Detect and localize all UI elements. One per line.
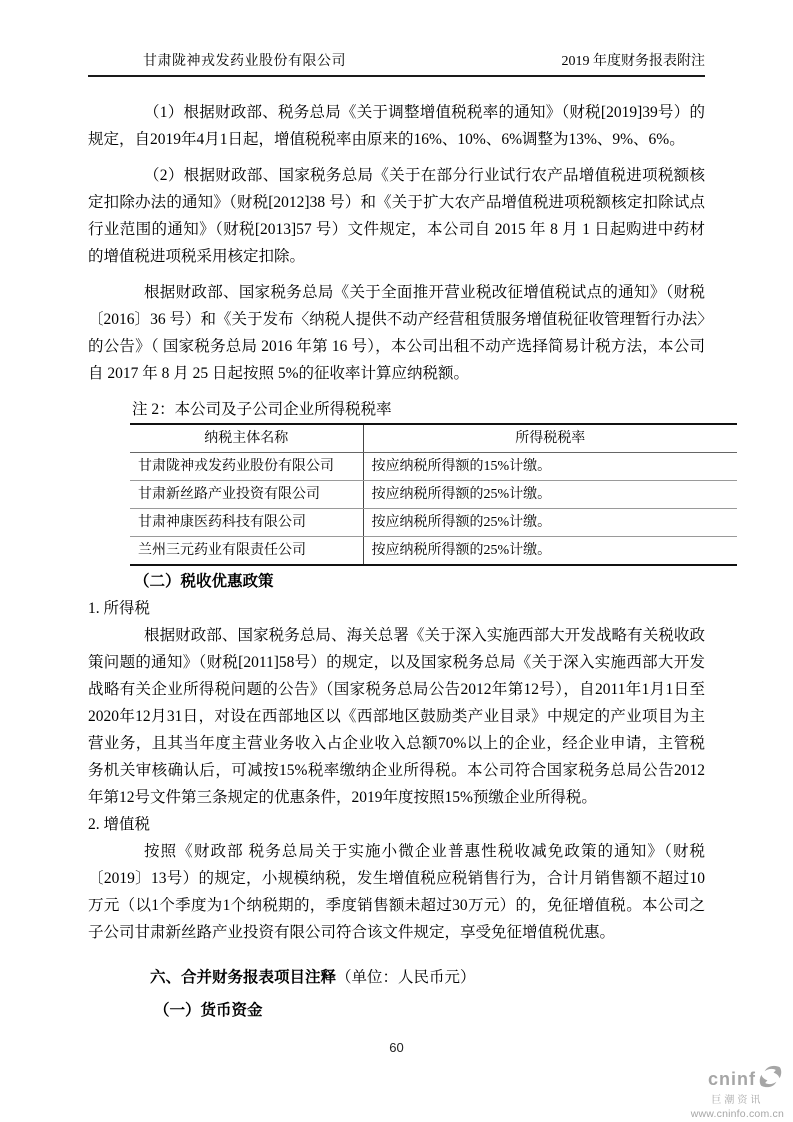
income-tax-item-label: 1. 所得税 [88, 600, 151, 617]
agri-product-deduction-paragraph: （2）根据财政部、国家税务总局《关于在部分行业试行农产品增值税进项税额核定扣除办法的通知》（财税[2012]38 号）和《关于扩大农产品增值税进项税额核定扣除试点行业范围的通知》（财税[2013]57 号）文件规定，本公司自 2015 年 8 月 1 日起购进中药材的增值税进项税采用核定扣除。 [88, 167, 705, 265]
income-tax-rate-table [130, 423, 737, 566]
document-header [88, 0, 705, 77]
page-number: 60 [389, 1040, 404, 1055]
cninfo-url: www.cninfo.com.cn [690, 1107, 784, 1120]
document-body [88, 99, 705, 1024]
header-report-title: 2019 年度财务报表附注 [561, 54, 705, 69]
cninfo-swirl-icon [757, 1064, 784, 1094]
table-row [130, 509, 737, 537]
table-row [130, 481, 737, 509]
cninfo-chinese-name: 巨潮资讯 [711, 1095, 764, 1107]
rate-cell: 按应纳税所得额的25%计缴。 [363, 481, 737, 509]
note2-label: 注 2：本公司及子公司企业所得税税率 [132, 401, 392, 418]
table-row [130, 453, 737, 481]
cninfo-brand-text: cninf [708, 1068, 756, 1089]
header-company-name: 甘肃陇神戎发药业股份有限公司 [143, 54, 346, 69]
cninfo-brand-row [691, 1064, 784, 1094]
vat-policy-paragraph: 按照《财政部 税务总局关于实施小微企业普惠性税收减免政策的通知》（财税〔2019〕13号）的规定，小规模纳税，发生增值税应税销售行为，合计月销售额不超过10万元（以1个季度为1个纳税期的，季度销售额未超过30万元）的，免征增值税。本公司之子公司甘肃新丝路产业投资有限公司符合该文件规定，享受免征增值税优惠。 [88, 843, 705, 941]
rental-vat-paragraph: 根据财政部、国家税务总局《关于全面推开营业税改征增值税试点的通知》（财税〔2016〕36 号）和《关于发布〈纳税人提供不动产经营租赁服务增值税征收管理暂行办法〉的公告》（ 国家税务总局 2016 年第 16 号），本公司出租不动产选择简易计税方法，本公司自 2017 年 8 月 25 日起按照 5%的征收率计算应纳税额。 [88, 284, 705, 382]
column-header-rate: 所得税税率 [363, 424, 737, 453]
rate-cell: 按应纳税所得额的25%计缴。 [363, 537, 737, 566]
vat-item-label: 2. 增值税 [88, 816, 151, 833]
monetary-funds-heading: （一）货币资金 [154, 1002, 263, 1019]
vat-rate-change-paragraph: （1）根据财政部、税务总局《关于调整增值税税率的通知》（财税[2019]39号）的规定，自2019年4月1日起，增值税税率由原来的16%、10%、6%调整为13%、9%、6%。 [88, 104, 705, 148]
cninfo-logo [691, 1064, 784, 1120]
column-header-entity: 纳税主体名称 [130, 424, 363, 453]
entity-cell: 甘肃新丝路产业投资有限公司 [130, 481, 363, 509]
section6-heading-text: 六、合并财务报表项目注释 [150, 969, 337, 986]
rate-cell: 按应纳税所得额的25%计缴。 [363, 509, 737, 537]
consolidated-statements-notes-heading [150, 964, 705, 991]
entity-cell: 甘肃陇神戎发药业股份有限公司 [130, 453, 363, 481]
tax-incentive-policy-heading: （二）税收优惠政策 [134, 573, 274, 590]
section6-unit-label: （单位：人民币元） [336, 969, 476, 986]
entity-cell: 甘肃神康医药科技有限公司 [130, 509, 363, 537]
entity-cell: 兰州三元药业有限责任公司 [138, 543, 306, 558]
income-tax-policy-paragraph: 根据财政部、国家税务总局、海关总署《关于深入实施西部大开发战略有关税收政策问题的通知》（财税[2011]58号）的规定，以及国家税务总局《关于深入实施西部大开发战略有关企业所得税问题的公告》（国家税务总局公告2012年第12号），自2011年1月1日至2020年12月31日，对设在西部地区以《西部地区鼓励类产业目录》中规定的产业项目为主营业务，且其当年度主营业务收入占企业收入总额70%以上的企业，经企业申请，主管税务机关审核确认后，可减按15%税率缴纳企业所得税。本公司符合国家税务总局公告2012年第12号文件第三条规定的优惠条件，2019年度按照15%预缴企业所得税。 [88, 627, 705, 806]
rate-cell: 按应纳税所得额的15%计缴。 [363, 453, 737, 481]
table-header-row [130, 424, 737, 453]
table-row [130, 537, 737, 566]
